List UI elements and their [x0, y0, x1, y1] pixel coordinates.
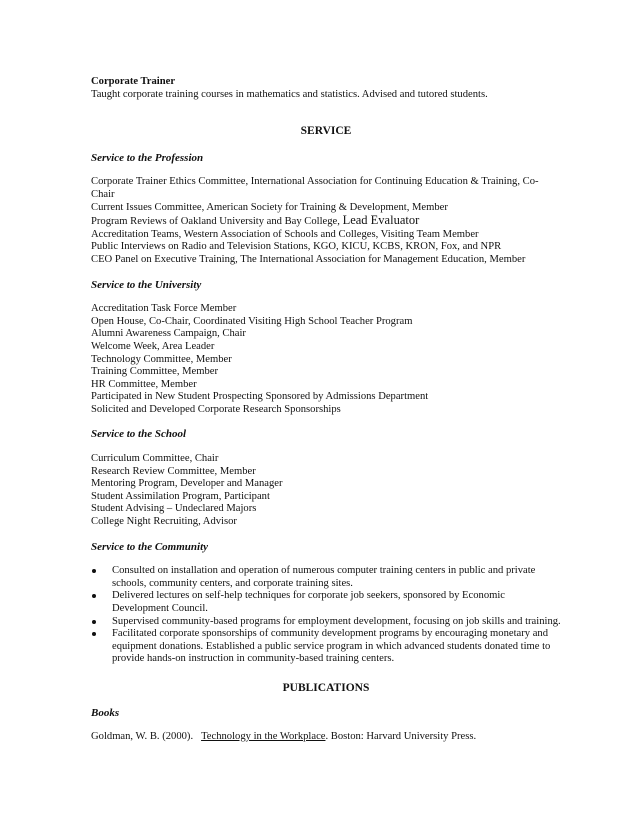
book-publisher: . Boston: Harvard University Press.	[325, 731, 477, 743]
bullet-icon	[92, 620, 96, 624]
bullet-item	[91, 616, 561, 629]
bullet-item	[91, 565, 561, 590]
university-heading: Service to the University	[91, 278, 202, 291]
list-item: College Night Recruiting, Advisor	[91, 516, 237, 528]
list-item: Participated in New Student Prospecting Sponsored by Admissions Department	[91, 391, 429, 403]
bullet-text: Facilitated corporate sponsorships of community development programs by encouraging monetary and equipment donations. Established a public service program in which advanced students donated time to provide hands-on instruction in community-based training centers.	[112, 628, 551, 665]
bullet-icon	[92, 594, 96, 598]
list-item: Technology Committee, Member	[91, 353, 232, 365]
list-item: Chair	[91, 188, 115, 200]
list-item: Accreditation Teams, Western Association of Schools and Colleges, Visiting Team Member	[91, 228, 479, 240]
list-item: Corporate Trainer Ethics Committee, International Association for Continuing Education & Training, Co-	[91, 176, 539, 188]
bullet-item	[91, 628, 561, 666]
university-list	[91, 303, 561, 416]
list-item: Accreditation Task Force Member	[91, 303, 237, 315]
bullet-text: Delivered lectures on self-help techniques for corporate job seekers, sponsored by Economic Development Council.	[112, 590, 506, 614]
school-heading: Service to the School	[91, 428, 187, 441]
profession-heading: Service to the Profession	[91, 151, 204, 164]
lead-evaluator-text: Lead Evaluator	[342, 213, 420, 228]
books-heading: Books	[91, 706, 120, 719]
list-item: Mentoring Program, Developer and Manager	[91, 478, 283, 490]
publications-heading: PUBLICATIONS	[282, 681, 370, 694]
community-list	[91, 565, 561, 666]
list-item: Public Interviews on Radio and Television Stations, KGO, KICU, KCBS, KRON, Fox, and NPR	[91, 241, 502, 253]
book-title: Technology in the Workplace	[201, 731, 326, 743]
list-item: Student Advising – Undeclared Majors	[91, 503, 257, 515]
profession-list	[91, 176, 561, 266]
book-authors: Goldman, W. B. (2000).	[91, 731, 194, 743]
trainer-title: Corporate Trainer	[91, 76, 176, 87]
community-heading: Service to the Community	[91, 540, 209, 553]
list-item: Solicited and Developed Corporate Research Sponsorships	[91, 403, 341, 415]
list-item	[91, 214, 561, 229]
list-item: Research Review Committee, Member	[91, 465, 256, 477]
list-item-text: Program Reviews of Oakland University and Bay College,	[91, 216, 340, 228]
school-list	[91, 453, 561, 529]
bullet-icon	[92, 632, 96, 636]
bullet-icon	[92, 569, 96, 573]
resume-page	[91, 76, 561, 744]
book-entry	[91, 731, 561, 744]
list-item: Current Issues Committee, American Society for Training & Development, Member	[91, 201, 448, 213]
bullet-text: Supervised community-based programs for employment development, focusing on job skills and training.	[112, 615, 561, 627]
list-item: Alumni Awareness Campaign, Chair	[91, 328, 246, 340]
list-item: Welcome Week, Area Leader	[91, 340, 215, 352]
list-item: Curriculum Committee, Chair	[91, 453, 219, 465]
list-item: CEO Panel on Executive Training, The International Association for Management Education, Member	[91, 253, 526, 265]
service-heading: SERVICE	[300, 125, 352, 138]
list-item: Student Assimilation Program, Participant	[91, 490, 270, 502]
list-item: Training Committee, Member	[91, 366, 219, 378]
list-item: Open House, Co-Chair, Coordinated Visiting High School Teacher Program	[91, 315, 413, 327]
bullet-text: Consulted on installation and operation of numerous computer training centers in public and private schools, community centers, and corporate training sites.	[112, 565, 536, 589]
list-item: HR Committee, Member	[91, 378, 197, 390]
trainer-description: Taught corporate training courses in mathematics and statistics. Advised and tutored students.	[91, 88, 488, 100]
bullet-item	[91, 590, 561, 615]
